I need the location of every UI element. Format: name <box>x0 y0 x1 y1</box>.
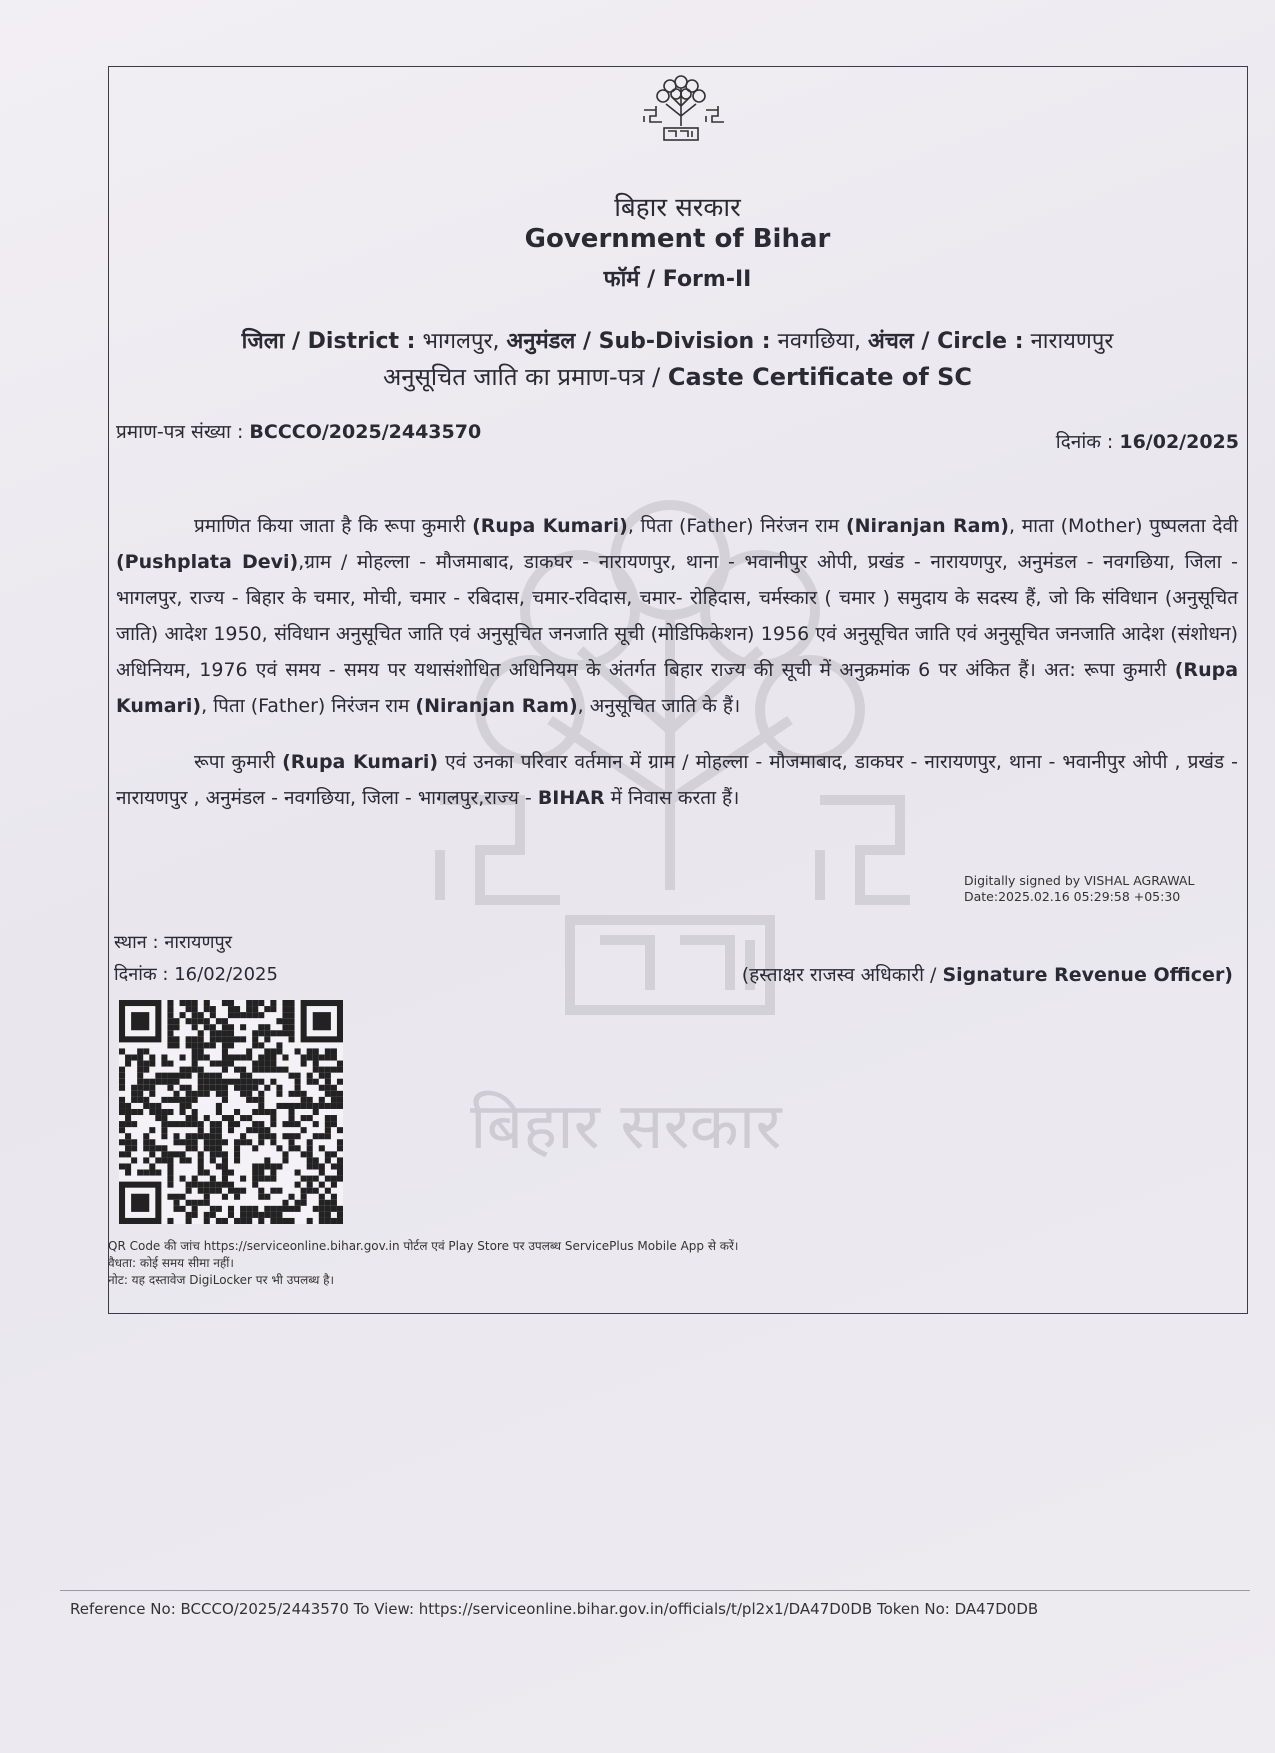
header-hindi-title: बिहार सरकार <box>614 193 741 223</box>
para1-part-f: , अनुसूचित जाति के हैं। <box>577 695 741 717</box>
place <box>114 930 232 954</box>
place-value: नारायणपुर <box>164 932 233 953</box>
issue-date <box>1056 428 1239 454</box>
para1-part-c: , माता (Mother) पुष्पलता देवी <box>1008 515 1239 537</box>
certificate-number <box>116 418 481 444</box>
qr-note-line1: QR Code की जांच https://serviceonline.bihar.gov.in पोर्टल एवं Play Store पर उपलब्ध ServicePlus Mobile App से करें। <box>108 1239 739 1253</box>
footer-date <box>114 962 278 986</box>
name-en-3: (Rupa Kumari) <box>282 751 439 773</box>
circle-value: नारायणपुर <box>1030 329 1114 354</box>
digital-signature <box>964 873 1194 905</box>
certificate-number-value: BCCCO/2025/2443570 <box>249 421 482 443</box>
header-english-title: Government of Bihar <box>524 224 831 254</box>
form-label: फॉर्म / Form-II <box>603 267 752 292</box>
district-label: जिला / District : <box>241 329 416 354</box>
subdivision-label: अनुमंडल / Sub-Division : <box>506 329 771 354</box>
para1-part-a: प्रमाणित किया जाता है कि रूपा कुमारी <box>194 515 466 537</box>
footer-date-label: दिनांक : <box>114 964 169 985</box>
signature-hindi: (हस्ताक्षर राजस्व अधिकारी / <box>741 964 937 986</box>
issue-date-label: दिनांक : <box>1055 431 1114 453</box>
bihar-emblem-icon <box>636 66 726 156</box>
watermark-text: बिहार सरकार <box>470 1090 782 1164</box>
para1-part-b: , पिता (Father) निरंजन राम <box>627 515 840 537</box>
para2-part-a: रूपा कुमारी <box>194 751 276 773</box>
father-en: (Niranjan Ram) <box>845 515 1009 537</box>
name-en: (Rupa Kumari) <box>472 515 628 537</box>
signature-label <box>742 961 1233 987</box>
reference-divider <box>60 1590 1250 1591</box>
digital-signature-line1: Digitally signed by VISHAL AGRAWAL <box>964 873 1195 888</box>
certificate-body-para2 <box>116 744 1238 816</box>
father-en-2: (Niranjan Ram) <box>415 695 578 717</box>
qr-code-icon <box>119 1000 343 1224</box>
signature-english: Signature Revenue Officer) <box>942 964 1233 986</box>
qr-note-line3: नोट: यह दस्तावेज DigiLocker पर भी उपलब्ध है। <box>108 1273 335 1287</box>
para1-part-e: , पिता (Father) निरंजन राम <box>201 695 410 717</box>
certificate-number-label: प्रमाण-पत्र संख्या : <box>116 421 244 443</box>
name-en-2: (Rupa Kumari) <box>116 659 1239 717</box>
qr-note <box>108 1238 738 1289</box>
reference-line: Reference No: BCCCO/2025/2443570 To View: https://serviceonline.bihar.gov.in/officials/t/pl2x1/DA47D0DB Token No: DA47D0DB <box>70 1600 1039 1618</box>
district-value: भागलपुर, <box>422 329 500 354</box>
qr-note-line2: वैधता: कोई समय सीमा नहीं। <box>108 1256 234 1270</box>
state-en: BIHAR <box>537 787 605 809</box>
place-label: स्थान : <box>114 932 159 953</box>
mother-en: (Pushplata Devi) <box>116 551 299 573</box>
subdivision-value: नवगछिया, <box>777 329 862 354</box>
para1-part-d: ,ग्राम / मोहल्ला - मौजमाबाद, डाकघर - नारायणपुर, थाना - भवानीपुर ओपी, प्रखंड - नारायणपुर, अनुमंडल - नवगछिया, जिला - भागलपुर, राज्य - बिहार के चमार, मोची, चमार - रबिदास, चमार-रविदास, चमार- रोहिदास, चर्मस्कार ( चमार ) समुदाय के सदस्य हैं, जो कि संविधान (अनुसूचित जाति) आदेश 1950, संविधान अनुसूचित जाति एवं अनुसूचित जनजाति सूची (मोडिफिकेशन) 1956 एवं अनुसूचित जाति एवं अनुसूचित जनजाति आदेश (संशोधन) अधिनियम, 1976 एवं समय - समय पर यथासंशोधित अधिनियम के अंतर्गत बिहार राज्य की सूची में अनुक्रमांक 6 पर अंकित हैं। अत: रूपा कुमारी <box>116 551 1238 681</box>
digital-signature-line2: Date:2025.02.16 05:29:58 +05:30 <box>964 889 1181 904</box>
footer-date-value: 16/02/2025 <box>174 964 278 985</box>
certificate-title-english: Caste Certificate of SC <box>667 363 973 391</box>
location-line <box>0 325 1275 355</box>
para2-part-b: एवं उनका परिवार वर्तमान में ग्राम / मोहल्ला - मौजमाबाद, डाकघर - नारायणपुर, थाना - भवानीपुर ओपी , प्रखंड - नारायणपुर , अनुमंडल - नवगछिया, जिला - भागलपुर,राज्य - <box>116 751 1238 809</box>
certificate-body-para1 <box>116 508 1238 724</box>
certificate-title-hindi: अनुसूचित जाति का प्रमाण-पत्र / <box>382 363 661 391</box>
issue-date-value: 16/02/2025 <box>1119 431 1239 453</box>
para2-part-c: में निवास करता हैं। <box>610 787 740 809</box>
circle-label: अंचल / Circle : <box>868 329 1024 354</box>
certificate-title <box>0 360 1275 393</box>
